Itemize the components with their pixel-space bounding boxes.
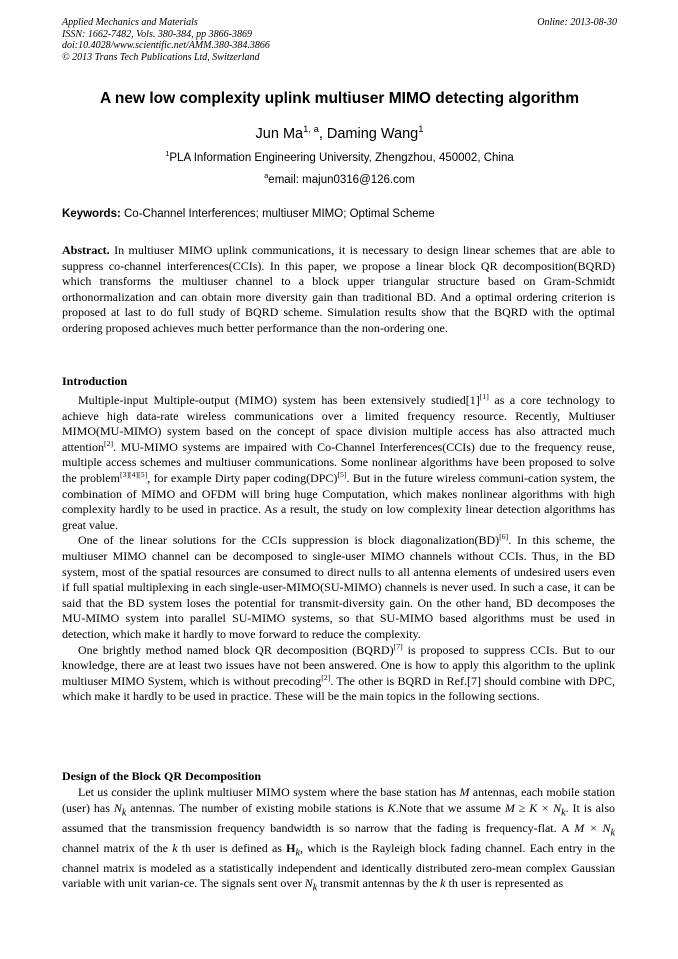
text-run: th user is defined as [177,840,287,855]
text-run: . MU-MIMO systems are impaired with Co-Channel Interferences(CCIs) due to the frequency reuse, multiple access schemes and multiuser communications. Some nonlinear algorithms have been proposed to solve the problem [62,439,615,485]
text-run: Let us consider the uplink multiuser MIMO system where the base station has [78,785,460,799]
introduction-body [62,393,615,705]
text-run: . It is also assumed that the transmission frequency bandwidth is so narrow that the fading is frequency-flat. A [62,800,616,835]
journal-name: Applied Mechanics and Materials [62,17,198,28]
issn-line: ISSN: 1662-7482, Vols. 380-384, pp 3866-3869 [62,28,252,40]
author-2: Daming Wang [326,126,419,142]
citation-sup: [2] [321,672,331,682]
text-run: antennas. The number of existing mobile stations is [126,800,388,815]
affiliation-sup: 1 [165,149,170,159]
design-heading: Design of the Block QR Decomposition [62,769,261,783]
intro-paragraph-3 [62,643,615,705]
math-subscript: k [561,806,566,818]
text-run: antennas, each mobile station (user) has [62,785,615,815]
text-run: .Note that we assume [395,800,505,815]
citation-sup: [7] [393,641,403,651]
affiliation-text: PLA Information Engineering University, Zhengzhou, 450002, China [169,152,514,164]
keywords-label: Keywords: [62,208,121,220]
keywords-text: Co-Channel Interferences; multiuser MIMO; Optimal Scheme [120,208,435,220]
citation-sup: [6] [499,532,509,542]
paper-title: A new low complexity uplink multiuser MIMO detecting algorithm [99,90,580,107]
math-subscript: k [610,826,615,838]
math-symbol: N [304,876,313,891]
affiliation [62,149,617,164]
copyright-line: © 2013 Trans Tech Publications Ltd, Switzerland [62,51,260,63]
text-run: Multiple-input Multiple-output (MIMO) system has been extensively studied[1] [78,393,480,407]
email-line [62,171,617,186]
math-subscript: k [295,846,300,858]
math-symbol: N [113,800,122,815]
math-symbol: k [172,840,178,855]
text-run: One of the linear solutions for the CCIs suppression is block diagonalization(BD) [78,533,500,548]
text-run: transmit antennas by the [317,876,441,891]
abstract-text: In multiuser MIMO uplink communications, it is necessary to design linear schemes that are able to suppress co-channel interferences(CCIs). In this paper, we propose a linear block QR decomposition(BQRD) which transforms the multiuser channel to a block upper triangular structure based on Gram-Schmidt orthonormalization and can obtain more diversity gain than traditional BD. And a optimal ordering criterion is proposed at last to do full study of BQRD scheme. Simulation results show that the BQRD with the optimal ordering proposed achieves much better performance than the non-ordering one. [62,243,615,335]
author-1-sup: 1, a [303,123,319,135]
citation-sup: [5] [337,469,347,479]
online-date: Online: 2013-08-30 [537,17,617,28]
math-symbol: k [440,876,446,891]
abstract-label: Abstract. [62,243,110,257]
abstract [62,243,615,337]
math-symbol: M × N [574,820,611,835]
author-1: Jun Ma [255,126,304,142]
text-run: channel matrix of the [62,840,173,855]
text-run: as a core technology to achieve high data-rate wireless communications over a limited frequency resource. Recently, Multiuser MIMO(MU-MIMO) system based on the concept of space division multiple access has also attracted much attention [62,393,615,454]
email-text: email: majun0316@126.com [268,174,415,186]
text-run: , which is the Rayleigh block fading channel. Each entry in the channel matrix is modeled as a statistically independent and identically distributed zero-mean complex Gaussian variable with unit varian-ce. The signals sent over [62,840,616,891]
author-line [62,123,617,142]
math-matrix-symbol: H [286,840,296,855]
math-subscript: k [312,882,318,894]
text-run: One brightly method named block QR decomposition (BQRD) [78,642,394,657]
author-2-sup: 1 [418,123,424,135]
math-symbol: M ≥ K × N [504,800,562,815]
text-run: . But in the future wireless communi-cation system, the combination of MIMO and OFDM will bring huge Computation, which makes nonlinear algorithms with high complexity hardly to be used in practice. As a result, the study on low complexity linear detection algorithms has great value. [62,470,615,532]
math-symbol: M [459,785,470,799]
keywords [62,208,617,220]
text-run: , for example Dirty paper coding(DPC) [147,470,338,485]
citation-sup: [3][4][5] [119,469,148,479]
text-run: . The other is BQRD in Ref.[7] should combine with DPC, which make it hardly to be used in practice. These will be the main topics in the following sections. [62,673,616,704]
text-run: . In this scheme, the multiuser MIMO channel can be decomposed to single-user MIMO channels without CCIs. Thus, in the BD system, most of the spatial resources are consumed to direct nulls to all antenna elements of undesired users even if full spatial multiplexing in each single-user-MIMO(SU-MIMO) channels is never used. In such a case, it can be said that the BD system loses the potential for transmit-diversity gain. On the other hand, BD decomposes the MU-MIMO system into parallel SU-MIMO systems, so that SU-MIMO based algorithms must be used in detection, which make it hardly to move forward to reduce the complexity. [62,533,615,641]
design-body [62,785,615,896]
citation-sup: [1] [479,392,489,401]
math-subscript: k [121,806,127,818]
math-symbol: K [387,800,396,815]
introduction-heading: Introduction [62,374,128,388]
doi-line: doi:10.4028/www.scientific.net/AMM.380-384.3866 [62,40,270,51]
email-sup: a [264,171,269,181]
text-run: is proposed to suppress CCIs. But to our knowledge, there are at least two issues have not been answered. One is how to apply this algorithm to the uplink multiuser MIMO System, which is without precoding [62,642,615,688]
author-separator: , [318,126,327,142]
design-paragraph-1 [62,785,615,896]
intro-paragraph-2 [62,533,615,642]
text-run: th user is represented as [445,876,564,891]
intro-paragraph-1 [62,393,615,533]
citation-sup: [2] [104,438,114,448]
running-header [62,17,617,63]
